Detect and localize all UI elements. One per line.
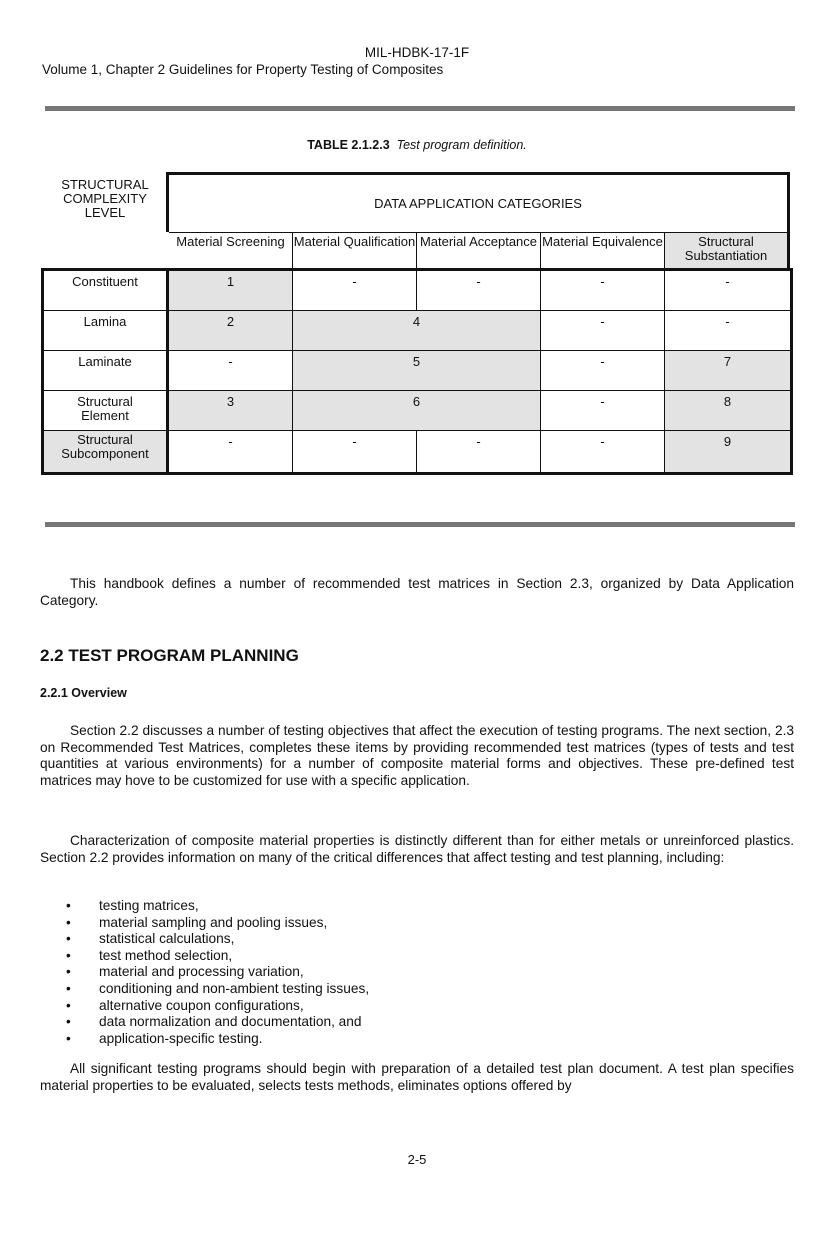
bottom-divider	[45, 522, 795, 527]
table-cell-merged: 4	[293, 311, 541, 351]
table-cell: -	[541, 311, 665, 351]
table-cell-merged: 5	[293, 351, 541, 391]
section-heading: 2.2 TEST PROGRAM PLANNING	[40, 646, 299, 665]
list-item: • material and processing variation,	[66, 964, 304, 980]
row-label: Structural Element	[44, 391, 169, 431]
column-header: Material Acceptance	[417, 232, 541, 268]
table-cell: -	[541, 391, 665, 431]
table-cell-merged: 6	[293, 391, 541, 431]
table-cell: -	[417, 431, 541, 472]
document-id: MIL-HDBK-17-1F	[364, 45, 470, 60]
table-cell: -	[293, 431, 417, 472]
row-label: Constituent	[44, 271, 169, 311]
bullet-list	[66, 898, 369, 1047]
list-item: • testing matrices,	[66, 898, 199, 913]
table-cell: -	[169, 351, 293, 391]
overview-paragraph-3: All significant testing programs should begin with preparation of a detailed test plan document. A test plan specifies material properties to be evaluated, selects tests methods, eliminates options offered by	[40, 1061, 794, 1093]
table-cell: 3	[169, 391, 293, 431]
overview-paragraph-2: Characterization of composite material properties is distinctly different than for either metals or unreinforced plastics. Section 2.2 provides information on many of the critical differences that affect testing and test planning, including:	[40, 833, 794, 865]
column-header: Structural Substantiation	[665, 232, 790, 268]
subsection-heading: 2.2.1 Overview	[40, 686, 127, 700]
row-label: Laminate	[44, 351, 169, 391]
group-header: DATA APPLICATION CATEGORIES	[166, 172, 790, 232]
column-header: Material Screening	[169, 232, 293, 268]
column-header: Material Equivalence	[541, 232, 665, 268]
table-cell: -	[417, 271, 541, 311]
overview-paragraph-1: Section 2.2 discusses a number of testing objectives that affect the execution of testing programs. The next section, 2.3 on Recommended Test Matrices, completes these items by providing recommended test matrices (types of tests and test quantities at various environments) for a number of composite material forms and objectives. These pre-defined test matrices may hove to be customized for use with a specific application.	[40, 723, 794, 788]
table-cell: -	[665, 271, 790, 311]
table-title: Test program definition.	[396, 138, 527, 152]
table-cell: 1	[169, 271, 293, 311]
list-item: • alternative coupon configurations,	[66, 997, 304, 1013]
list-item: • test method selection,	[66, 947, 233, 963]
list-item: • application-specific testing.	[66, 1030, 263, 1046]
running-header	[42, 44, 792, 78]
table-cell: -	[665, 311, 790, 351]
list-item: • conditioning and non-ambient testing issues,	[66, 980, 370, 996]
table-cell: -	[541, 351, 665, 391]
table-cell: 2	[169, 311, 293, 351]
top-divider	[45, 106, 795, 111]
intro-paragraph: This handbook defines a number of recommended test matrices in Section 2.3, organized by Data Application Category.	[40, 576, 794, 608]
table-cell: -	[541, 431, 665, 472]
chapter-title: Volume 1, Chapter 2 Guidelines for Property Testing of Composites	[42, 62, 444, 77]
table-cell: -	[541, 271, 665, 311]
table-number: TABLE 2.1.2.3	[307, 138, 390, 152]
page-number: 2-5	[407, 1152, 427, 1167]
table-cell: 8	[665, 391, 790, 431]
row-label: Lamina	[44, 311, 169, 351]
list-item: • data normalization and documentation, and	[66, 1014, 362, 1030]
list-item: • statistical calculations,	[66, 931, 235, 947]
table-cell: -	[293, 271, 417, 311]
list-item: • material sampling and pooling issues,	[66, 914, 328, 930]
row-label: Structural Subcomponent	[44, 431, 169, 472]
table-cell: 7	[665, 351, 790, 391]
table-caption	[0, 138, 834, 152]
table-cell: -	[169, 431, 293, 472]
corner-label: STRUCTURAL COMPLEXITY LEVEL	[61, 177, 149, 220]
column-header: Material Qualification	[293, 232, 417, 268]
table-cell: 9	[665, 431, 790, 472]
